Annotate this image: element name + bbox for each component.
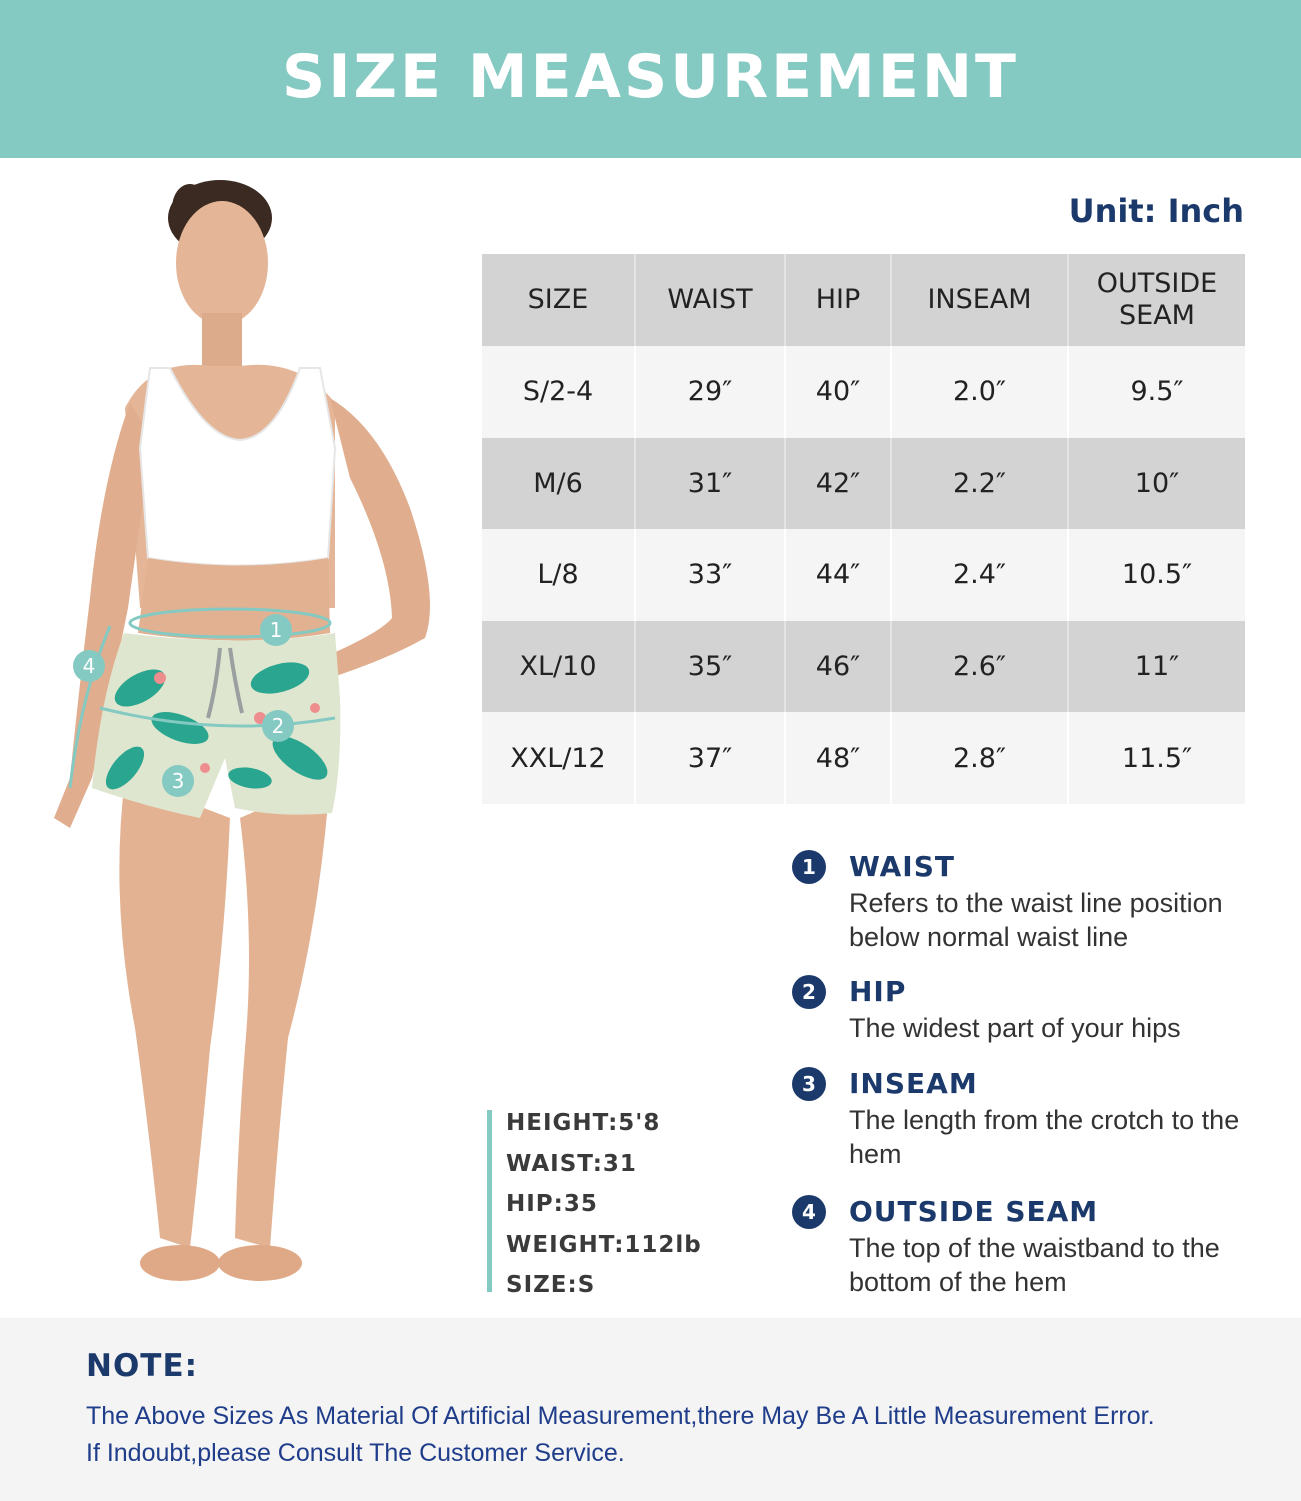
legend-title: INSEAM [849,1067,978,1100]
number-4-icon: 4 [792,1195,826,1229]
cell-waist: 37″ [635,712,785,804]
svg-text:4: 4 [82,654,96,678]
note-line-1: The Above Sizes As Material Of Artificial Measurement,there May Be A Little Measurement Error. [86,1402,1155,1430]
marker-3 [162,765,194,797]
header-inseam: INSEAM [891,254,1068,346]
size-chart-table [482,254,1245,804]
legend-title: HIP [849,975,907,1008]
header-waist: WAIST [635,254,785,346]
cell-size: XL/10 [482,621,635,713]
model-weight: WEIGHT:112lb [506,1231,702,1258]
table-row [482,529,1245,621]
header-banner [0,0,1301,158]
note-line-2: If Indoubt,please Consult The Customer Service. [86,1439,625,1467]
cell-outside-seam: 11.5″ [1068,712,1245,804]
legend-description: The top of the waistband to the bottom of the hem [849,1233,1220,1297]
header-outside-seam: OUTSIDE SEAM [1068,254,1245,346]
marker-4 [73,650,105,682]
page-title: SIZE MEASUREMENT [281,42,1019,112]
model-hip: HIP:35 [506,1191,598,1217]
header-size: SIZE [482,254,635,346]
number-2-icon: 2 [792,975,826,1009]
cell-hip: 44″ [785,529,891,621]
model-size: SIZE:S [506,1272,596,1298]
legend-description: The widest part of your hips [849,1013,1181,1043]
cell-inseam: 2.6″ [891,621,1068,713]
unit-label: Unit: Inch [1068,192,1244,230]
cell-inseam: 2.4″ [891,529,1068,621]
cell-hip: 42″ [785,438,891,530]
cell-hip: 46″ [785,621,891,713]
model-waist: WAIST:31 [506,1150,637,1177]
table-row [482,438,1245,530]
table-header-row [482,254,1245,346]
number-1-icon: 1 [792,850,826,884]
header-hip: HIP [785,254,891,346]
cell-hip: 48″ [785,712,891,804]
svg-text:2: 2 [271,714,285,738]
table-row [482,621,1245,713]
cell-size: M/6 [482,438,635,530]
note-box [0,1318,1301,1501]
cell-hip: 40″ [785,346,891,438]
cell-size: S/2-4 [482,346,635,438]
marker-1 [260,614,292,646]
cell-inseam: 2.8″ [891,712,1068,804]
cell-waist: 31″ [635,438,785,530]
legend-description: The length from the crotch to the hem [849,1105,1240,1169]
cell-size: L/8 [482,529,635,621]
legend-description: Refers to the waist line position below normal waist line [849,888,1223,952]
table-row [482,712,1245,804]
cell-size: XXL/12 [482,712,635,804]
cell-inseam: 2.2″ [891,438,1068,530]
cell-outside-seam: 11″ [1068,621,1245,713]
cell-outside-seam: 10″ [1068,438,1245,530]
model-stats [487,1110,747,1298]
marker-2 [262,710,294,742]
cell-waist: 33″ [635,529,785,621]
svg-text:3: 3 [171,769,185,793]
model-height: HEIGHT:5'8 [506,1110,661,1136]
cell-outside-seam: 9.5″ [1068,346,1245,438]
note-title: NOTE: [86,1348,199,1384]
legend-title: OUTSIDE SEAM [849,1195,1099,1228]
cell-outside-seam: 10.5″ [1068,529,1245,621]
table-row [482,346,1245,438]
model-figure [30,178,460,1303]
model-body [54,180,430,1281]
cell-waist: 29″ [635,346,785,438]
number-3-icon: 3 [792,1067,826,1101]
cell-inseam: 2.0″ [891,346,1068,438]
legend-title: WAIST [849,850,955,883]
svg-text:1: 1 [269,618,283,642]
cell-waist: 35″ [635,621,785,713]
